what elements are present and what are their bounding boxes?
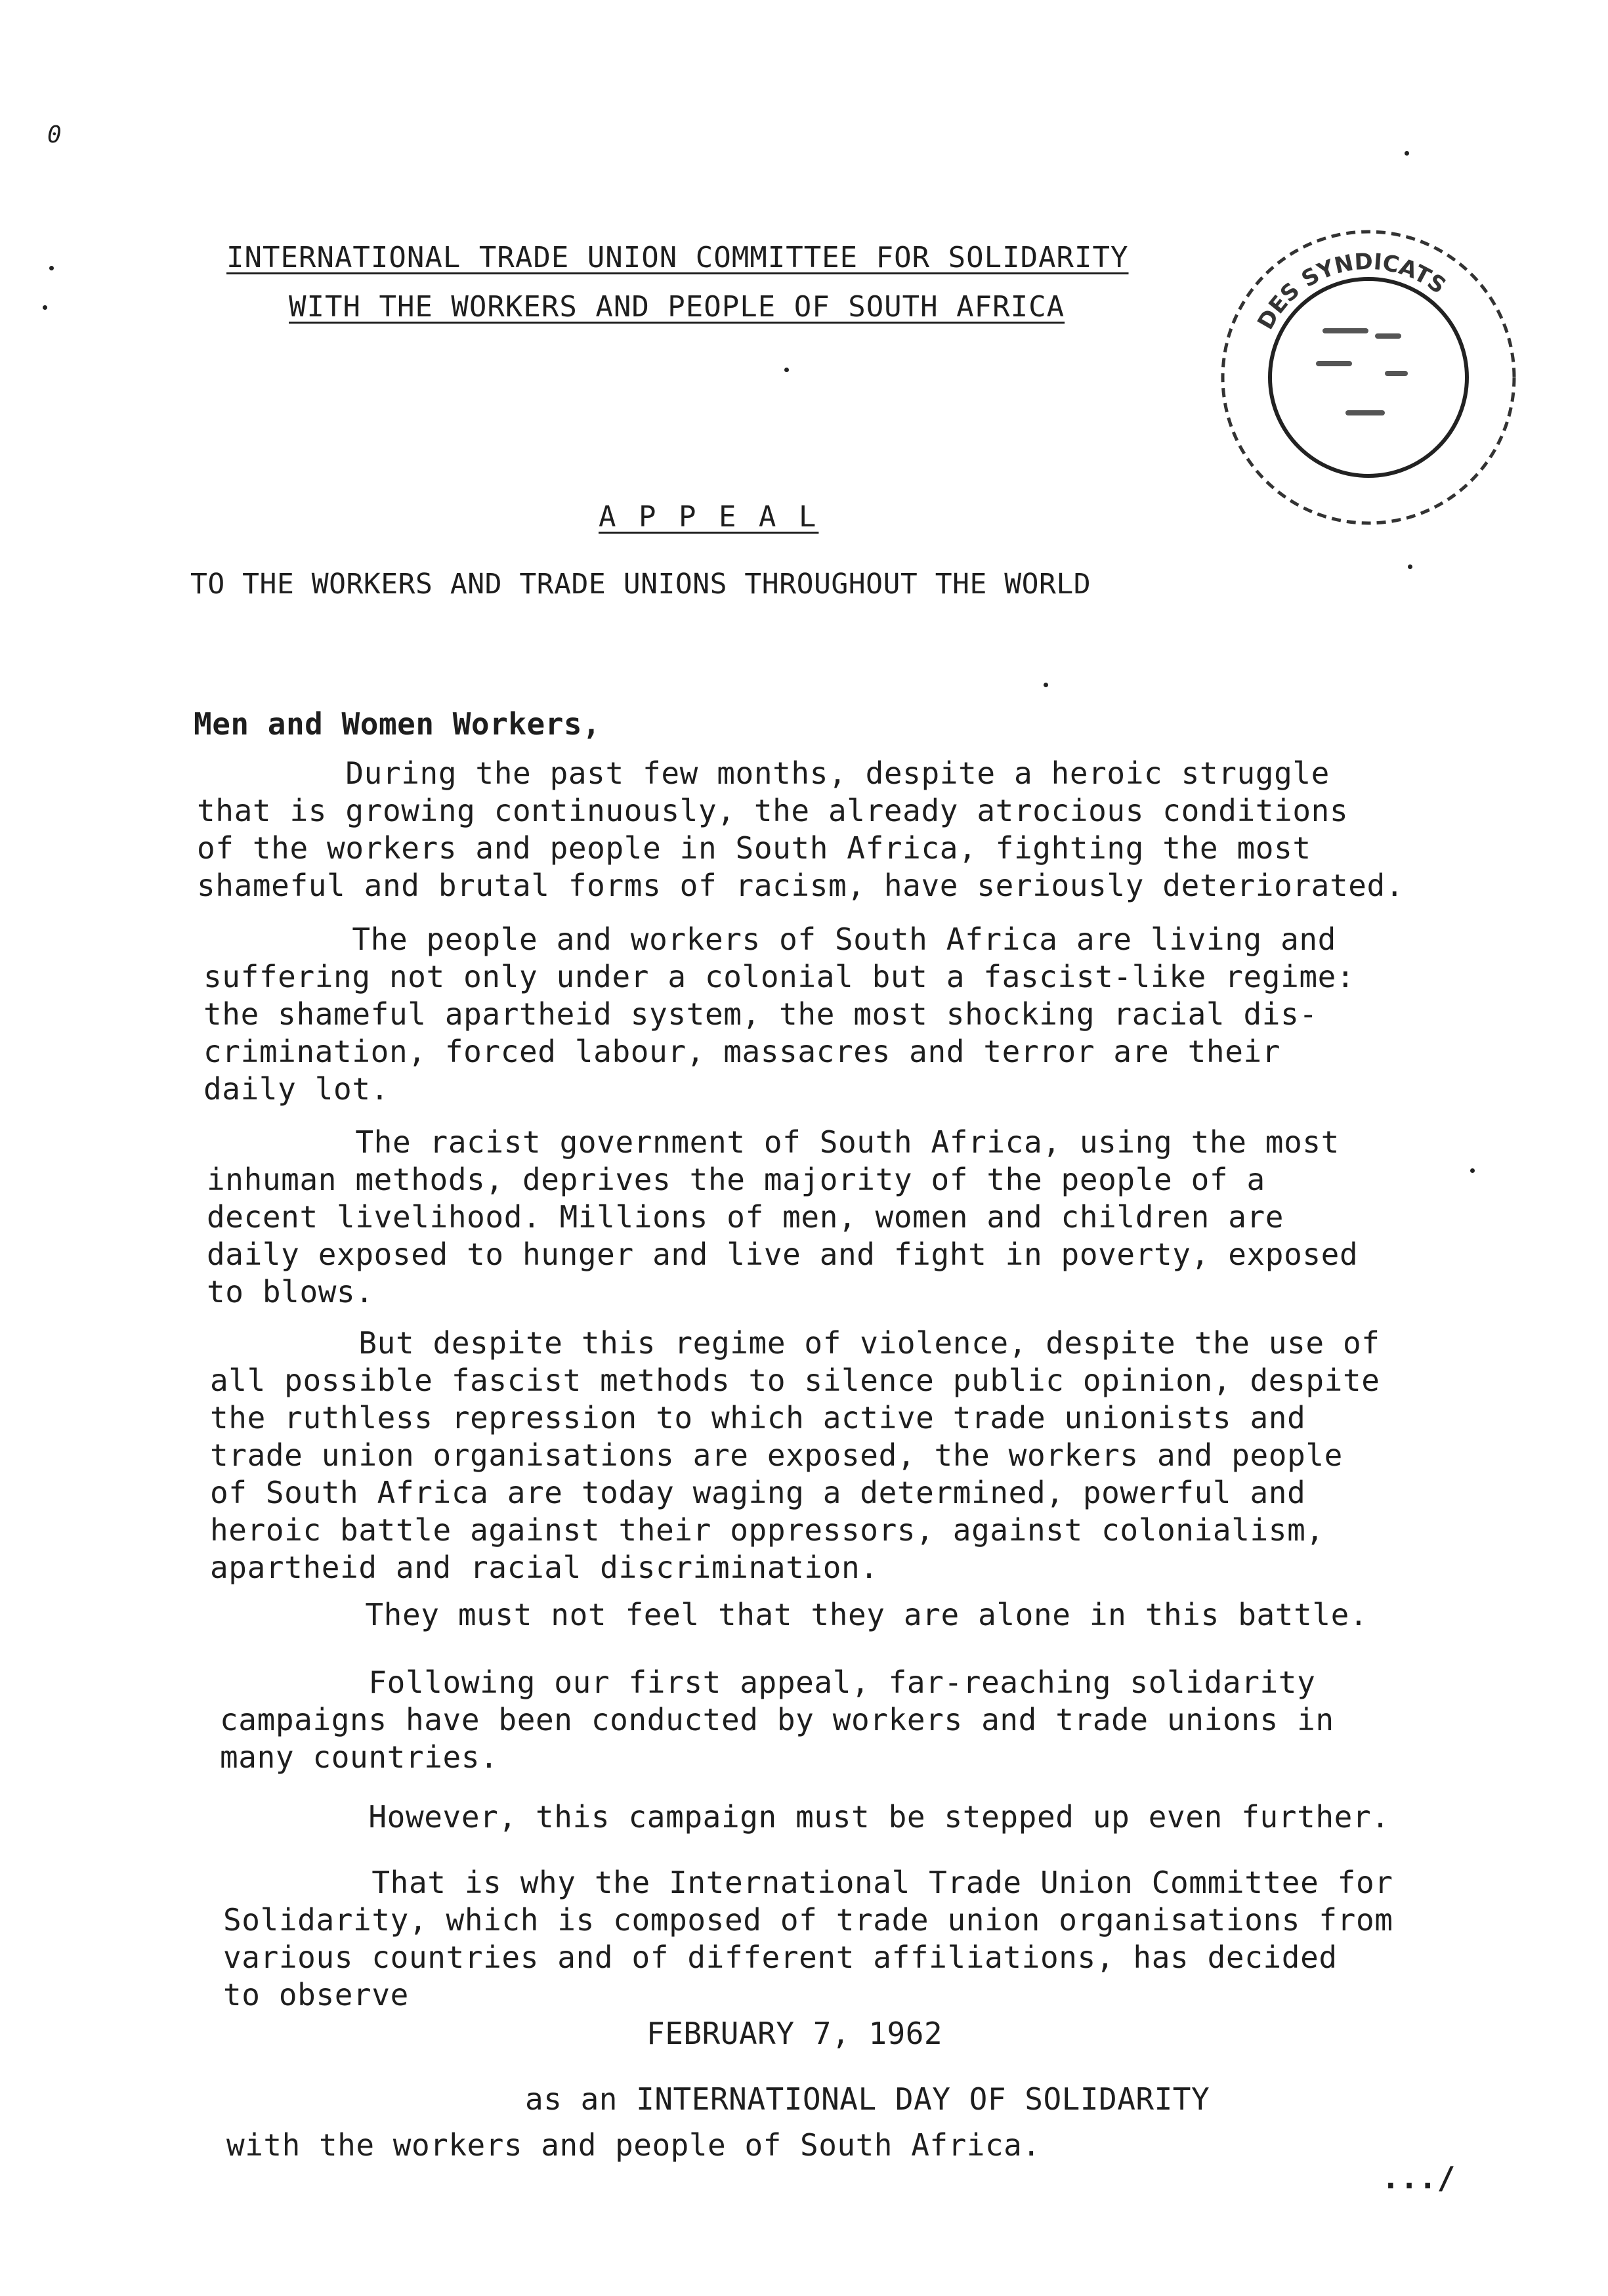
paragraph-3 [207,1124,1513,1311]
paragraph-line: The people and workers of South Africa are living and [203,922,1336,957]
paragraph-6 [220,1664,1526,1776]
paragraph-line: suffering not only under a colonial but a fascist-like regime: [203,959,1355,994]
closing-line: with the workers and people of South Africa. [226,2127,1041,2163]
paragraph-8 [223,1864,1529,2014]
stamp-illegible-marks [1316,328,1408,415]
paragraph-1 [197,755,1503,904]
paragraph-4 [210,1325,1516,1586]
scan-speck [49,266,54,270]
scan-speck [1405,151,1409,156]
date-line: FEBRUARY 7, 1962 [646,2016,943,2051]
paragraph-line: crimination, forced labour, massacres and terror are their [203,1034,1281,1069]
scan-speck [1470,1168,1475,1173]
paragraph-line: daily exposed to hunger and live and fight in poverty, exposed [207,1237,1359,1272]
day-of-solidarity-line: as an INTERNATIONAL DAY OF SOLIDARITY [525,2081,1210,2117]
paragraph-line: Following our first appeal, far-reaching solidarity [220,1665,1316,1700]
paragraph-line: of South Africa are today waging a determined, powerful and [210,1475,1306,1510]
paragraph-line: to blows. [207,1274,374,1309]
paragraph-line: the ruthless repression to which active trade unionists and [210,1400,1306,1435]
appeal-subtitle: TO THE WORKERS AND TRADE UNIONS THROUGHOUT THE WORLD [190,568,1091,601]
scan-speck [43,305,47,310]
stamp-ring-text: DES SYNDICATS [1252,248,1451,334]
paragraph-line: the shameful apartheid system, the most shocking racial dis- [203,996,1318,1032]
scan-speck [1044,683,1048,687]
paragraph-line: However, this campaign must be stepped up even further. [220,1799,1390,1835]
salutation: Men and Women Workers, [194,706,601,742]
paragraph-line: many countries. [220,1739,499,1775]
paragraph-line: apartheid and racial discrimination. [210,1550,879,1585]
paragraph-line: heroic battle against their oppressors, against colonialism, [210,1512,1324,1548]
continuation-mark: .../ [1382,2160,1456,2196]
paragraph-line: campaigns have been conducted by workers and trade unions in [220,1702,1334,1737]
paragraph-line: daily lot. [203,1071,389,1107]
paragraph-line: During the past few months, despite a heroic struggle [197,755,1330,791]
paragraph-line: various countries and of different affiliations, has decided [223,1940,1338,1975]
paragraph-line: trade union organisations are exposed, the workers and people [210,1437,1343,1473]
appeal-title: A P P E A L [599,500,819,534]
paragraph-7 [220,1798,1526,1836]
paragraph-line: that is growing continuously, the already atrocious conditions [197,793,1349,828]
paragraph-line: shameful and brutal forms of racism, have seriously deteriorated. [197,868,1405,903]
paragraph-line: of the workers and people in South Africa, fighting the most [197,830,1311,866]
paragraph-line: inhuman methods, deprives the majority of the people of a [207,1162,1265,1197]
scan-speck [1408,564,1412,569]
header-line-2: WITH THE WORKERS AND PEOPLE OF SOUTH AFRICA [289,290,1065,324]
paragraph-line: That is why the International Trade Union Committee for [223,1865,1393,1900]
paragraph-line: to observe [223,1977,409,2012]
header-line-1: INTERNATIONAL TRADE UNION COMMITTEE FOR SOLIDARITY [226,241,1129,274]
paragraph-line: all possible fascist methods to silence public opinion, despite [210,1363,1380,1398]
paragraph-line: But despite this regime of violence, despite the use of [210,1325,1380,1361]
organisation-stamp [1208,217,1529,538]
scan-speck [784,368,789,372]
paragraph-line: decent livelihood. Millions of men, women and children are [207,1199,1284,1235]
paragraph-line: Solidarity, which is composed of trade union organisations from [223,1902,1393,1938]
paragraph-line: They must not feel that they are alone in this battle. [217,1597,1368,1632]
margin-mark: 0 [47,121,62,148]
paragraph-line: The racist government of South Africa, using the most [207,1124,1340,1160]
paragraph-5 [217,1596,1523,1634]
paragraph-2 [203,921,1510,1108]
